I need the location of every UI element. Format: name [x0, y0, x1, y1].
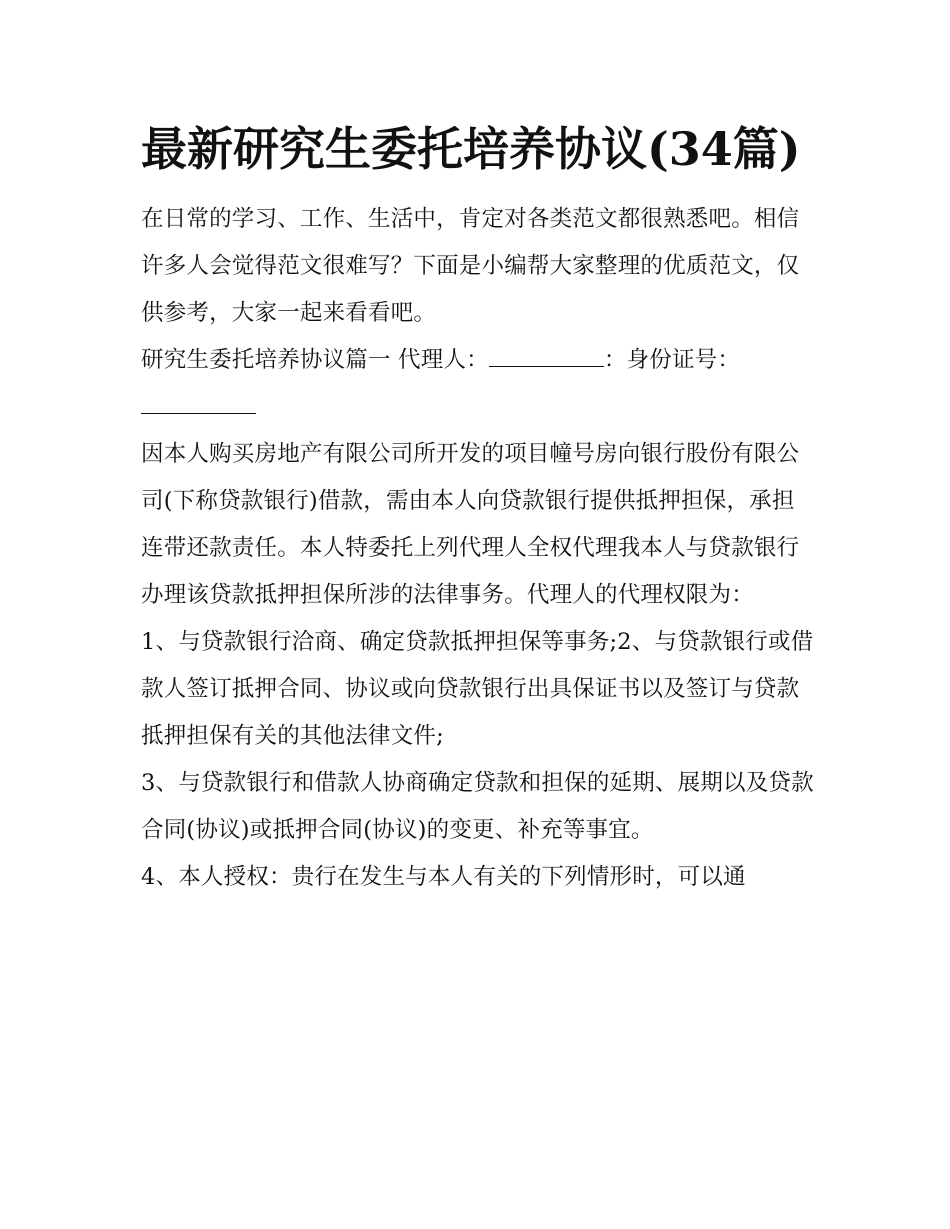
body-paragraph-4: 4、本人授权：贵行在发生与本人有关的下列情形时，可以通	[141, 864, 746, 890]
document-body	[141, 112, 817, 901]
body-paragraph-2: 1、与贷款银行洽商、确定贷款抵押担保等事务;2、与贷款银行或借款人签订抵押合同、协议或向贷款银行出具保证书以及签订与贷款抵押担保有关的其他法律文件;	[141, 629, 814, 749]
agent-name-blank	[489, 346, 604, 367]
intro-paragraph: 在日常的学习、工作、生活中，肯定对各类范文都很熟悉吧。相信许多人会觉得范文很难写？下面是小编帮大家整理的优质范文，仅供参考，大家一起来看看吧。	[141, 206, 800, 326]
agent-heading: 研究生委托培养协议篇一 代理人：	[141, 347, 489, 373]
document-title: 最新研究生委托培养协议(34篇)	[141, 122, 801, 176]
agent-line	[141, 337, 817, 431]
body-paragraph-3: 3、与贷款银行和借款人协商确定贷款和担保的延期、展期以及贷款合同(协议)或抵押合同(协议)的变更、补充等事宜。	[141, 770, 814, 843]
id-number-label: ：身份证号：	[603, 347, 741, 373]
body-paragraph-1: 因本人购买房地产有限公司所开发的项目幢号房向银行股份有限公司(下称贷款银行)借款，需由本人向贷款银行提供抵押担保，承担连带还款责任。本人特委托上列代理人全权代理我本人与贷款银行办理该贷款抵押担保所涉的法律事务。代理人的代理权限为：	[141, 441, 800, 608]
id-number-blank	[141, 393, 256, 414]
